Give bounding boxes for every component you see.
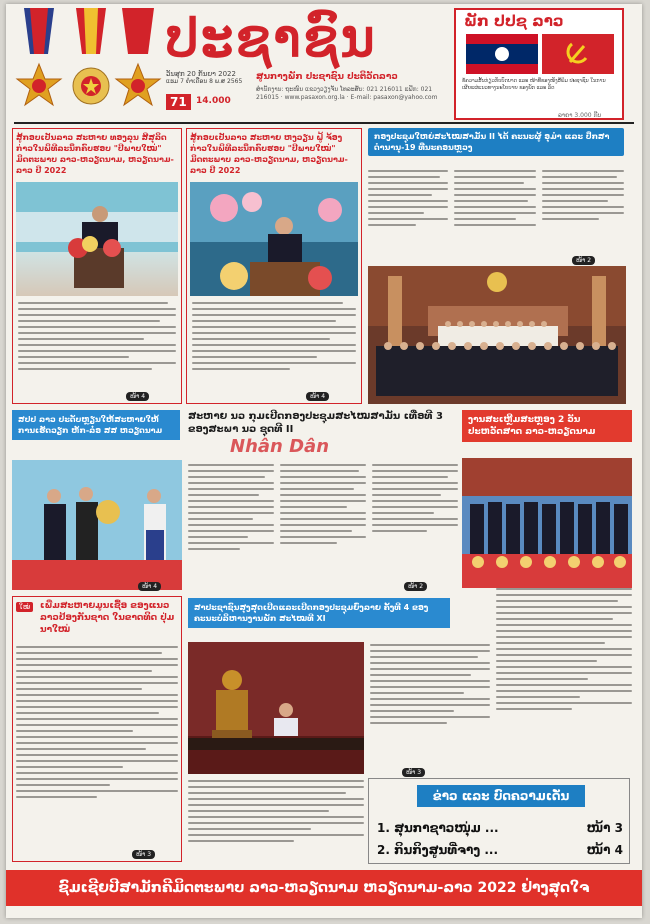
article-8-page-ref[interactable]: ໜ້າ 3 xyxy=(402,768,425,777)
article-2-headline[interactable]: ສູ້ກອບເປັນລາວ ສະຫາຍ ຫງວຽນ ຝູ້ ຈ້ອງ ກ່າວໃນພິທີລະນຶກຄົບຮອບ "ປີພາບໃໝ່" ມິດຕະພາບ ລາວ-ຫວຽດນາມ, ຫວຽດນາມ-ລາວ ປີ 2022 xyxy=(190,133,348,175)
article-6-photo xyxy=(462,458,632,588)
nhandan-watermark: Nhân Dân xyxy=(230,436,330,457)
article-4-headline[interactable]: ສປປ ລາວ ປະດັບຫຼຽນໃຫ້ສະຫາຍໃຫ້ ການເຮັດວຽກ ຫັກ-ລ໋ອ ສສ ຫວຽດນາມ xyxy=(12,410,180,440)
new-badge: ໃໝ່ xyxy=(16,602,33,612)
delegation-photo-icon xyxy=(462,458,632,588)
medals-emblem xyxy=(14,6,164,116)
article-5-body-col3 xyxy=(372,464,458,536)
newspaper-page xyxy=(6,4,642,918)
motto-text: ຂໍ້ຄວາມສັ້ນກ່ຽວກັບບົດບາດ ແລະ ໜ້າທີ່ຂອງໜັງສືພິມ ປະຊາຊົນ ໃນການເຜີຍແຜ່ແນວທາງນະໂຍບາຍ ຂອງພັກ ແລະ ລັດ xyxy=(462,78,606,91)
article-3-body-col3 xyxy=(542,170,624,224)
article-8-headline[interactable]: ສາປະຊາຊົນສຸງສຸດເປີດແລະເປີດກອງປະຊຸມຍົ່ງລາຍ ຄັ້ງທີ 4 ຂອງຄະນະບໍລິຫານງານພັກ ສະໄໝທີ XI xyxy=(188,598,450,628)
article-3-headline[interactable]: ກອງປະຊຸມໃຫຍ່ສະໄໝສາມັນ II ໄດ້ ຄະນະຜູ້ ອຸມໍາ ແລະ ປຶກສາດຳນານຸ-19 ທີ່ນະຄອນຫຼວງ xyxy=(368,128,624,156)
issue-meta xyxy=(166,70,250,114)
article-2-page-ref[interactable]: ໜ້າ 4 xyxy=(306,392,329,401)
assembly-photo-icon xyxy=(188,642,364,774)
article-8-body-col1 xyxy=(370,644,490,728)
lao-flag-icon xyxy=(466,34,538,74)
article-1-photo xyxy=(16,182,178,296)
lunar-date: ແຮມ 7 ຄ່ຳເດືອນ 8 ພ.ສ 2565 xyxy=(166,78,243,85)
group-photo-icon xyxy=(368,266,626,404)
article-7-body xyxy=(16,646,178,802)
article-1-body xyxy=(18,302,176,374)
podium-photo-icon xyxy=(190,182,358,296)
price: 14.000 xyxy=(196,96,231,106)
newspaper-title: ປະຊາຊົນ xyxy=(166,8,377,69)
index-item-page: ໜ້າ 4 xyxy=(586,843,623,857)
masthead-rule xyxy=(14,122,634,124)
motto-title: ພັກ ປປຊ ລາວ xyxy=(464,12,564,30)
medals-icon xyxy=(14,6,164,116)
date-line: ວັນສຸກ 20 ກັນຍາ 2022 xyxy=(166,70,236,78)
article-6-headline[interactable]: ງານສະເຫຼີມສະຫຼອງ 2 ວັນ ປະຫວັດສາດ ລາວ-ຫວຽດນາມ xyxy=(462,410,632,442)
article-3-page-ref[interactable]: ໜ້າ 2 xyxy=(572,256,595,265)
article-8-body-col2 xyxy=(496,588,632,714)
article-5-body-col1 xyxy=(188,464,274,554)
index-item-1[interactable] xyxy=(377,821,623,835)
article-7-page-ref[interactable]: ໜ້າ 3 xyxy=(132,850,155,859)
motto-box xyxy=(454,8,624,120)
article-7-headline[interactable]: ເພີ່ມສະຫາຍມູນເຊື້ອ ຂອງແນວລາວປ້ອງກັນຊາດ ໃນຂາດທິດ ປຸ່ມນາໃໝ່ xyxy=(40,601,175,635)
page-price: ລາຄາ 3.000 ກີບ xyxy=(558,112,602,119)
index-item-page: ໜ້າ 3 xyxy=(586,821,623,835)
article-2-body xyxy=(192,302,356,374)
article-8-photo xyxy=(188,642,364,774)
article-4-page-ref[interactable]: ໜ້າ 4 xyxy=(138,582,161,591)
award-ceremony-icon xyxy=(12,460,182,590)
index-title: ຂ່າວ ແລະ ບົດຄວາມເດັ່ນ xyxy=(417,785,585,807)
index-item-label: 2. ກິນກິງສູນທີ່ຈາງ ... xyxy=(377,843,499,857)
bottom-banner: ຊົມເຊີຍປີສາມັກຄີມິດຕະພາບ ລາວ-ຫວຽດນາມ ຫວຽດນາມ-ລາວ 2022 ຢ່າງສຸດໃຈ xyxy=(6,870,642,906)
index-item-label: 1. ສຸນກາຊາວໜຸ່ມ ... xyxy=(377,821,499,835)
article-5-body-col2 xyxy=(280,464,366,548)
party-flag-icon xyxy=(542,34,614,74)
article-1-headline[interactable]: ສູ້ກອບເປັນລາວ ສະຫາຍ ທອງລຸນ ສີສຸລິດ ກ່າວໃນພິທີລະນຶກຄົບຮອບ "ປີພາບໃໝ່" ມິດຕະພາບ ລາວ-ຫວຽດນາມ, ຫວຽດນາມ-ລາວ ປີ 2022 xyxy=(16,133,174,175)
issue-number: 71 xyxy=(166,94,191,110)
index-item-2[interactable] xyxy=(377,843,623,857)
article-4-photo xyxy=(12,460,182,590)
article-3-body-col2 xyxy=(454,170,536,230)
article-1-page-ref[interactable]: ໜ້າ 4 xyxy=(126,392,149,401)
article-3-body-col1 xyxy=(368,170,448,230)
speaker-photo-icon xyxy=(16,182,178,296)
article-3-photo xyxy=(368,266,626,404)
contact-info: ສຳນັກງານ: ຖະໜົນ ແຂວງວຽງຈັນ ໂທລະສັບ: 021 216011 ແຟັກ: 021 216015 · www.pasaxon.org.la · E-mail: pasaxon@yahoo.com xyxy=(256,86,438,101)
article-5-page-ref[interactable]: ໜ້າ 2 xyxy=(404,582,427,591)
publisher-org: ສູນກາງພັກ ປະຊາຊົນ ປະຕິວັດລາວ xyxy=(256,72,398,82)
article-2-photo xyxy=(190,182,358,296)
article-8-body-col3 xyxy=(188,780,364,846)
highlights-index xyxy=(368,778,630,864)
article-5-headline[interactable]: ສະຫາຍ ນວ ກຸມເປີດກອງປະຊຸມສະໄໝສາມັນ ເທື່ອທີ 3 ຂອງສະພາ ນວ ຊຸດທີ II xyxy=(188,411,443,435)
